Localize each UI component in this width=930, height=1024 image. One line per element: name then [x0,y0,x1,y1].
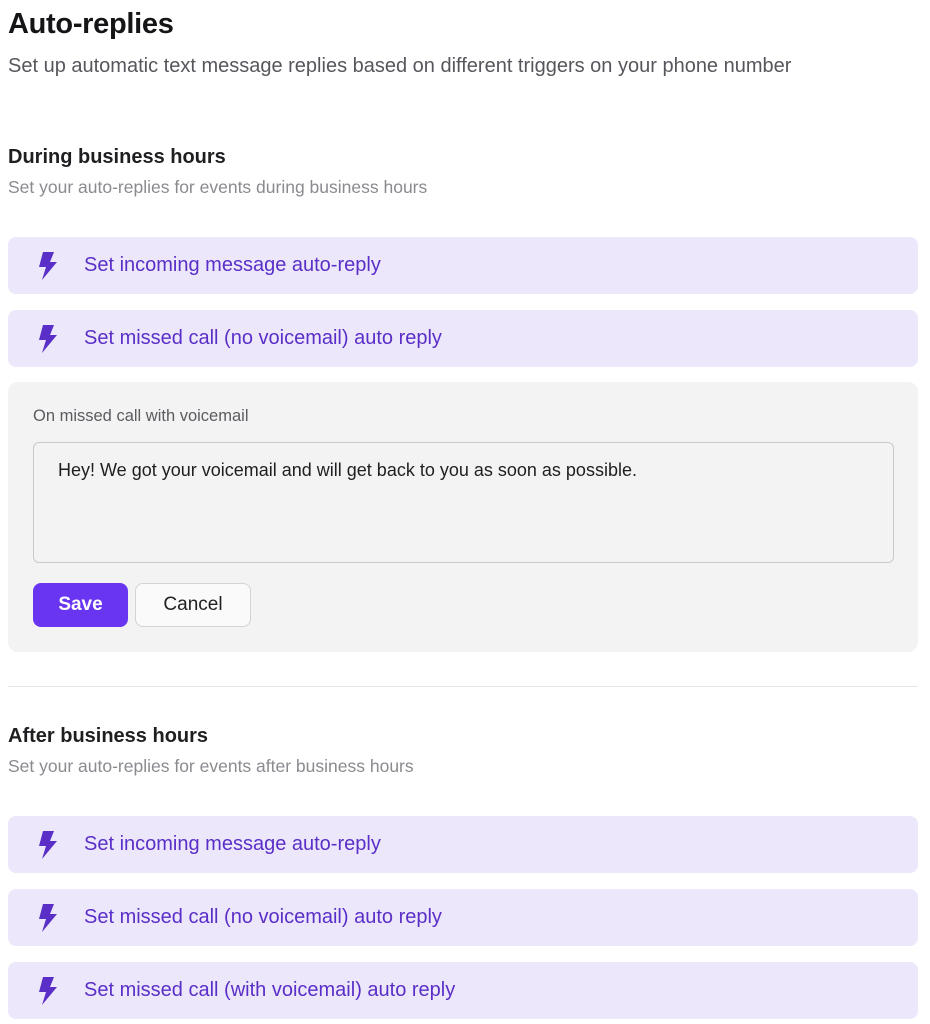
during-missed-call-no-voicemail-button[interactable] [8,310,918,367]
lightning-bolt-icon [37,976,59,1006]
page-subtitle: Set up automatic text message replies based on different triggers on your phone number [8,55,792,77]
lightning-bolt-icon [37,251,59,281]
editor-label: On missed call with voicemail [33,407,249,425]
after-missed-call-no-voicemail-button[interactable] [8,889,918,946]
save-button[interactable]: Save [33,583,128,627]
lightning-bolt-icon [37,324,59,354]
lightning-bolt-icon [37,903,59,933]
section-divider [8,686,918,687]
lightning-bolt-icon [37,830,59,860]
during-section-title: During business hours [8,146,226,168]
after-section-description: Set your auto-replies for events after business hours [8,756,414,776]
during-section-description: Set your auto-replies for events during business hours [8,177,428,197]
cancel-button[interactable]: Cancel [135,583,251,627]
missed-call-voicemail-editor [8,382,918,652]
voicemail-reply-textarea[interactable] [33,442,894,563]
after-incoming-message-auto-reply-button[interactable] [8,816,918,873]
action-label: Set missed call (no voicemail) auto reply [84,327,442,349]
after-section-title: After business hours [8,725,209,747]
action-label: Set incoming message auto-reply [84,833,381,855]
action-label: Set missed call (with voicemail) auto reply [84,979,456,1001]
action-label: Set incoming message auto-reply [84,254,381,276]
after-missed-call-with-voicemail-button[interactable] [8,962,918,1019]
during-incoming-message-auto-reply-button[interactable] [8,237,918,294]
page-title: Auto-replies [8,8,174,40]
action-label: Set missed call (no voicemail) auto reply [84,906,442,928]
